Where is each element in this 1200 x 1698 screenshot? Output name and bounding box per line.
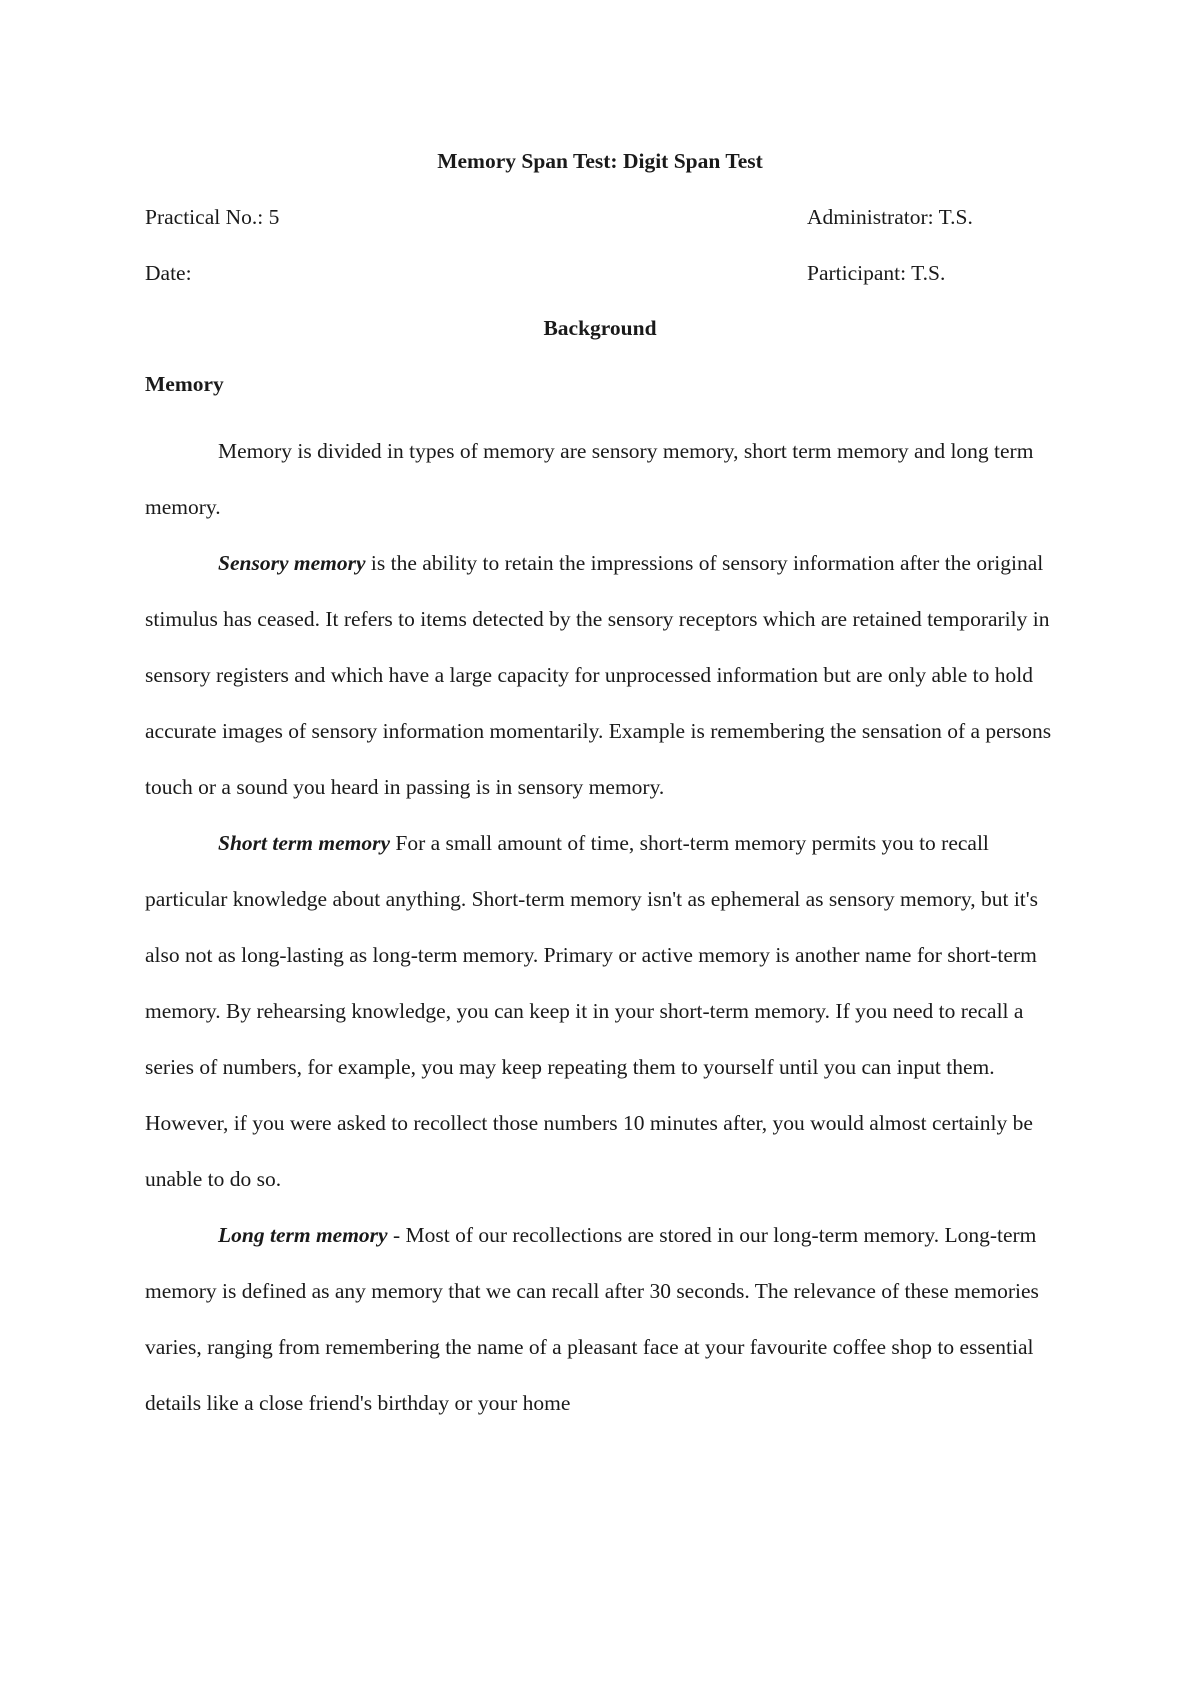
document-body bbox=[145, 423, 1055, 1431]
sensory-memory-text: is the ability to retain the impressions of sensory information after the original stimulus has ceased. It refers to items detected by the sensory receptors which are retained temporarily in sensory registers and which have a large capacity for unprocessed information but are only able to hold accurate images of sensory information momentarily. Example is remembering the sensation of a persons touch or a sound you heard in passing is in sensory memory. bbox=[145, 551, 1052, 799]
paragraph-intro: Memory is divided in types of memory are sensory memory, short term memory and long term memory. bbox=[145, 439, 1034, 519]
paragraph-short-term-memory bbox=[145, 815, 1055, 1207]
term-short-term-memory: Short term memory bbox=[218, 831, 391, 855]
paragraph-long-term-memory bbox=[145, 1207, 1055, 1431]
term-long-term-memory: Long term memory bbox=[218, 1223, 388, 1247]
date-field: Date: bbox=[145, 261, 192, 285]
term-sensory-memory: Sensory memory bbox=[218, 551, 366, 575]
document-title: Memory Span Test: Digit Span Test bbox=[437, 149, 763, 173]
sub-heading-memory: Memory bbox=[145, 372, 224, 396]
short-term-memory-text: For a small amount of time, short-term memory permits you to recall particular knowledge about anything. Short-term memory isn't as ephemeral as sensory memory, but it's also not as long-lasting as long-term memory. Primary or active memory is another name for short-term memory. By rehearsing knowledge, you can keep it in your short-term memory. If you need to recall a series of numbers, for example, you may keep repeating them to yourself until you can input them. However, if you were asked to recollect those numbers 10 minutes after, you would almost certainly be unable to do so. bbox=[145, 831, 1039, 1191]
practical-number: Practical No.: 5 bbox=[145, 205, 280, 229]
section-heading-background: Background bbox=[543, 316, 657, 340]
long-term-memory-text: - Most of our recollections are stored in our long-term memory. Long-term memory is defined as any memory that we can recall after 30 seconds. The relevance of these memories varies, ranging from remembering the name of a pleasant face at your favourite coffee shop to essential details like a close friend's birthday or your home bbox=[145, 1223, 1039, 1415]
paragraph-sensory-memory bbox=[145, 535, 1055, 815]
participant: Participant: T.S. bbox=[807, 261, 946, 285]
administrator: Administrator: T.S. bbox=[807, 205, 973, 229]
